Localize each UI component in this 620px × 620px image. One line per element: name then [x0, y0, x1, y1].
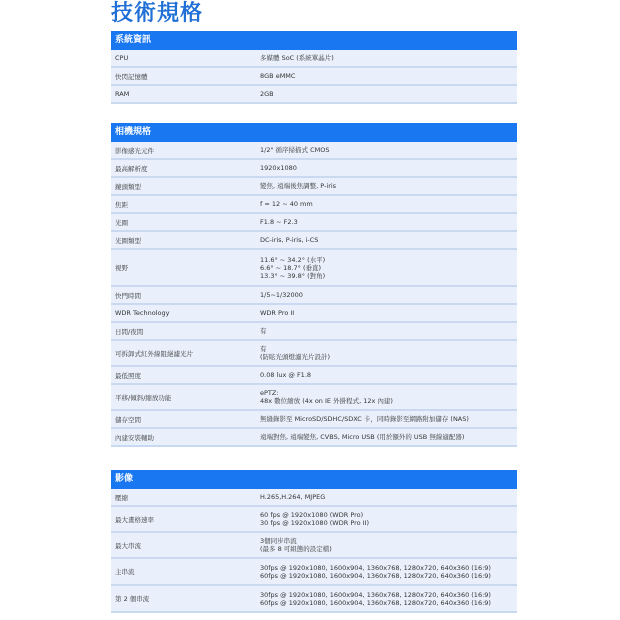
section-image	[111, 470, 517, 613]
spec-value-line: 11.6° ~ 34.2° (水平)	[260, 255, 326, 264]
spec-value	[260, 591, 517, 607]
spec-label: 最大串流	[115, 541, 141, 550]
rows	[111, 142, 517, 447]
spec-value	[260, 345, 517, 361]
spec-value	[260, 309, 517, 317]
spec-value	[260, 537, 517, 553]
spec-label: 快門時間	[115, 291, 141, 300]
spec-label: 視野	[115, 264, 128, 272]
spec-value-line: f = 12 ~ 40 mm	[260, 200, 313, 208]
spec-label: 壓縮	[115, 493, 128, 502]
section-header: 系統資訊	[111, 31, 517, 50]
spec-label: 日間/夜間	[115, 327, 144, 336]
spec-value	[260, 164, 517, 172]
spec-value-line: DC-iris, P-iris, i-CS	[260, 236, 319, 244]
spec-value-line: ePTZ:	[260, 389, 279, 397]
spec-value	[260, 511, 517, 527]
spec-value-line: 60 fps @ 1920x1080 (WDR Pro)	[260, 511, 364, 519]
spec-value-line: 1920x1080	[260, 164, 297, 172]
spec-value	[260, 327, 517, 335]
spec-value	[260, 90, 517, 98]
spec-label: 光圈類型	[115, 236, 141, 245]
spec-row	[111, 489, 517, 507]
spec-value-line: 2GB	[260, 90, 274, 98]
spec-value-line: 48x 數位縮放 (4x on IE 外掛程式, 12x 內建)	[260, 397, 393, 405]
spec-value	[260, 72, 517, 80]
spec-row	[111, 86, 517, 104]
spec-label: 儲存空間	[115, 415, 141, 424]
rows	[111, 50, 517, 104]
spec-value-line: 60fps @ 1920x1080, 1600x904, 1360x768, 1280x720, 640x360 (16:9)	[260, 598, 491, 607]
spec-value-line: 13.3° ~ 39.8° (對角)	[260, 271, 326, 280]
spec-value	[260, 371, 517, 379]
spec-value	[260, 218, 517, 226]
spec-value	[260, 54, 517, 62]
spec-label: RAM	[115, 90, 130, 98]
spec-label: 第 2 個串流	[115, 595, 150, 603]
spec-value-line: 無縫錄影至 MicroSD/SDHC/SDXC 卡，同時錄影至網路附加儲存 (NAS)	[260, 415, 469, 423]
spec-value-line: 1/2" 循序掃描式 CMOS	[260, 146, 330, 154]
spec-value-line: 0.08 lux @ F1.8	[260, 371, 312, 379]
spec-row	[111, 385, 517, 411]
spec-value	[260, 564, 517, 580]
section-header: 相機規格	[111, 123, 517, 142]
spec-row	[111, 196, 517, 214]
spec-value-line: 遠端對焦, 遠端變焦, CVBS, Micro USB (用於額外的 USB 無線適配器)	[260, 433, 465, 441]
section-camera-spec	[111, 123, 517, 447]
spec-row	[111, 533, 517, 559]
spec-value	[260, 415, 517, 423]
spec-value-line: (防眩光頭燈濾光片設計)	[260, 353, 331, 361]
spec-label: CPU	[115, 54, 129, 62]
spec-row	[111, 367, 517, 385]
spec-label: 光圈	[115, 218, 128, 227]
spec-value-line: 1/5~1/32000	[260, 291, 303, 299]
spec-value-line: WDR Pro II	[260, 309, 295, 317]
spec-row	[111, 214, 517, 232]
spec-row	[111, 305, 517, 323]
spec-label: 可拆卸式紅外線阻絕濾光片	[115, 349, 193, 358]
spec-value	[260, 493, 517, 501]
spec-label: 最大畫格速率	[115, 515, 154, 524]
spec-value	[260, 200, 517, 208]
section-system-info	[111, 31, 517, 104]
spec-row	[111, 287, 517, 305]
spec-value-line: 8GB eMMC	[260, 72, 296, 80]
spec-label: 內建安裝輔助	[115, 433, 154, 442]
spec-value-line: 30fps @ 1920x1080, 1600x904, 1360x768, 1280x720, 640x360 (16:9)	[260, 563, 491, 572]
spec-value-line: 30fps @ 1920x1080, 1600x904, 1360x768, 1280x720, 640x360 (16:9)	[260, 590, 491, 599]
spec-value	[260, 236, 517, 244]
spec-value	[260, 291, 517, 299]
spec-row	[111, 232, 517, 250]
spec-label: 影像感光元件	[115, 146, 154, 155]
spec-row	[111, 411, 517, 429]
spec-label: 最高解析度	[115, 164, 148, 173]
spec-value-line: 變焦, 遠端後焦調整, P-iris	[260, 182, 337, 190]
spec-row	[111, 68, 517, 86]
spec-label: 最低照度	[115, 371, 141, 380]
section-header: 影像	[111, 470, 517, 489]
spec-value	[260, 182, 517, 190]
spec-row	[111, 559, 517, 586]
spec-value	[260, 389, 517, 405]
spec-label: WDR Technology	[115, 309, 170, 317]
page-title: 技術規格	[111, 1, 204, 26]
spec-value-line: 3個同步串流	[260, 537, 297, 545]
spec-value-line: 60fps @ 1920x1080, 1600x904, 1360x768, 1280x720, 640x360 (16:9)	[260, 571, 491, 580]
spec-value-line: 有	[260, 345, 267, 353]
spec-row	[111, 323, 517, 341]
spec-row	[111, 160, 517, 178]
spec-label: 主串流	[115, 568, 135, 576]
spec-row	[111, 429, 517, 447]
spec-row	[111, 250, 517, 287]
spec-value-line: H.265,H.264, MJPEG	[260, 493, 326, 501]
spec-value-line: 30 fps @ 1920x1080 (WDR Pro II)	[260, 519, 370, 527]
spec-label: 焦距	[115, 200, 128, 209]
spec-value-line: 有	[260, 327, 267, 335]
spec-row	[111, 178, 517, 196]
spec-row	[111, 142, 517, 160]
spec-value-line: (最多 8 可組態的設定檔)	[260, 545, 332, 553]
spec-value	[260, 433, 517, 441]
spec-value-line: 多媒體 SoC (系統單晶片)	[260, 54, 334, 62]
spec-row	[111, 586, 517, 613]
spec-value	[260, 256, 517, 280]
spec-label: 鏡頭類型	[115, 182, 141, 191]
spec-value-line: 6.6° ~ 18.7° (垂直)	[260, 263, 322, 272]
spec-row	[111, 50, 517, 68]
spec-row	[111, 507, 517, 533]
spec-label: 快閃記憶體	[115, 72, 148, 81]
rows	[111, 489, 517, 613]
spec-label: 平移/傾斜/縮放功能	[115, 393, 172, 402]
spec-value	[260, 146, 517, 154]
spec-value-line: F1.8 ~ F2.3	[260, 218, 298, 226]
spec-row	[111, 341, 517, 367]
